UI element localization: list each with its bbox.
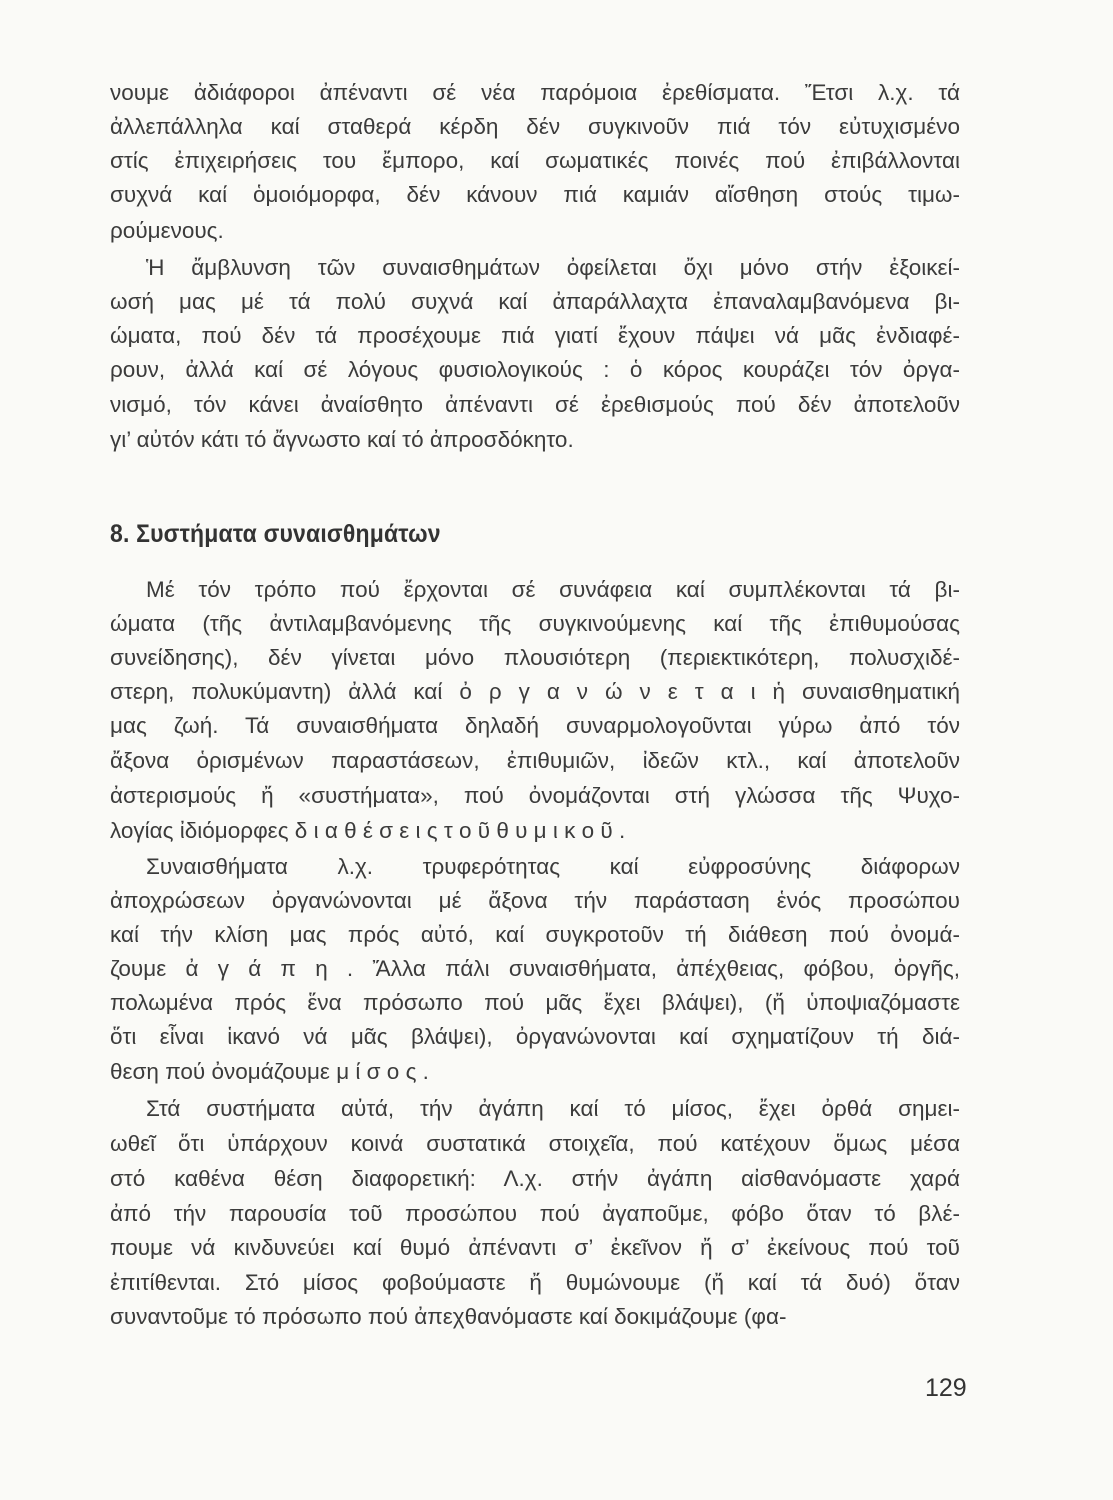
text-line: ωσή μας μέ τά πολύ συχνά καί ἀπαράλλαχτα ἐπαναλαμβανόμενα βι- [110, 289, 960, 314]
text-line: Συναισθήματα λ.χ. τρυφερότητας καί εὐφροσύνης διάφορων [146, 854, 960, 879]
text-line: ἀποχρώσεων ὀργανώνονται μέ ἄξονα τήν παράσταση ἑνός προσώπου [110, 888, 960, 913]
text-line: στό καθένα θέση διαφορετική: Λ.χ. στήν ἀγάπη αἰσθανόμαστε χαρά [110, 1166, 960, 1191]
text-line: ἄξονα ὁρισμένων παραστάσεων, ἐπιθυμιῶν, ἰδεῶν κτλ., καί ἀποτελοῦν [110, 748, 960, 773]
text-line: ζουμε ἀ γ ά π η . Ἄλλα πάλι συναισθήματα, ἀπέχθειας, φόβου, ὀργῆς, [110, 956, 960, 981]
text-line: στερη, πολυκύμαντη) ἀλλά καί ὀ ρ γ α ν ώ ν ε τ α ι ἡ συναισθηματική [110, 679, 960, 704]
text-line: ρουν, ἀλλά καί σέ λόγους φυσιολογικούς : ὁ κόρος κουράζει τόν ὀργα- [110, 357, 960, 382]
text-line: στίς ἐπιχειρήσεις του ἔμπορο, καί σωματικές ποινές πού ἐπιβάλλονται [110, 148, 960, 173]
text-line: ωθεῖ ὅτι ὑπάρχουν κοινά συστατικά στοιχεῖα, πού κατέχουν ὅμως μέσα [110, 1131, 960, 1156]
text-line: νουμε ἀδιάφοροι ἀπέναντι σέ νέα παρόμοια ἐρεθίσματα. Ἔτσι λ.χ. τά [110, 80, 960, 105]
text-line: πουμε νά κινδυνεύει καί θυμό ἀπέναντι σ’ ἐκεῖνον ἤ σ’ ἐκείνους πού τοῦ [110, 1235, 960, 1260]
text-line: ώματα, πού δέν τά προσέχουμε πιά γιατί ἔχουν πάψει νά μᾶς ἐνδιαφέ- [110, 323, 960, 348]
text-line: Στά συστήματα αὐτά, τήν ἀγάπη καί τό μίσος, ἔχει ὀρθά σημει- [146, 1096, 960, 1121]
text-line: ἐπιτίθενται. Στό μίσος φοβούμαστε ἤ θυμώνουμε (ἤ καί τά δυό) ὅταν [110, 1270, 960, 1295]
text-line: γι’ αὐτόν κάτι τό ἄγνωστο καί τό ἀπροσδόκητο. [110, 427, 574, 452]
text-line: Μέ τόν τρόπο πού ἔρχονται σέ συνάφεια καί συμπλέκονται τά βι- [146, 577, 960, 602]
page-number: 129 [925, 1374, 967, 1402]
text-line: νισμό, τόν κάνει ἀναίσθητο ἀπέναντι σέ ἐρεθισμούς πού δέν ἀποτελοῦν [110, 392, 960, 417]
text-line: καί τήν κλίση μας πρός αὐτό, καί συγκροτοῦν τή διάθεση πού ὀνομά- [110, 922, 960, 947]
text-line: ἀπό τήν παρουσία τοῦ προσώπου πού ἀγαποῦμε, φόβο ὅταν τό βλέ- [110, 1201, 960, 1226]
section-heading: 8. Συστήματα συναισθημάτων [110, 520, 441, 548]
text-line: θεση πού ὀνομάζουμε μ ί σ ο ς . [110, 1059, 429, 1084]
text-line: ώματα (τῆς ἀντιλαμβανόμενης τῆς συγκινούμενης καί τῆς ἐπιθυμούσας [110, 611, 960, 636]
text-line: ὅτι εἶναι ἱκανό νά μᾶς βλάψει), ὀργανώνονται καί σχηματίζουν τή διά- [110, 1024, 960, 1049]
text-line: συχνά καί ὁμοιόμορφα, δέν κάνουν πιά καμιάν αἴσθηση στούς τιμω- [110, 182, 960, 207]
text-line: μας ζωή. Τά συναισθήματα δηλαδή συναρμολογοῦνται γύρω ἀπό τόν [110, 713, 960, 738]
text-line: συνείδησης), δέν γίνεται μόνο πλουσιότερη (περιεκτικότερη, πολυσχιδέ- [110, 645, 960, 670]
text-line: συναντοῦμε τό πρόσωπο πού ἀπεχθανόμαστε καί δοκιμάζουμε (φα- [110, 1304, 787, 1329]
text-line: Ἡ ἄμβλυνση τῶν συναισθημάτων ὀφείλεται ὄχι μόνο στήν ἐξοικεί- [146, 255, 960, 280]
text-line: ἀστερισμούς ἤ «συστήματα», πού ὀνομάζονται στή γλώσσα τῆς Ψυχο- [110, 783, 960, 808]
text-line: ρούμενους. [110, 218, 224, 243]
text-line: ἀλλεπάλληλα καί σταθερά κέρδη δέν συγκινοῦν πιά τόν εὐτυχισμένο [110, 114, 960, 139]
text-line: πολωμένα πρός ἕνα πρόσωπο πού μᾶς ἔχει βλάψει), (ἤ ὑποψιαζόμαστε [110, 990, 960, 1015]
text-line: λογίας ἰδιόμορφες δ ι α θ έ σ ε ι ς τ ο ῦ θ υ μ ι κ ο ῦ . [110, 818, 626, 843]
